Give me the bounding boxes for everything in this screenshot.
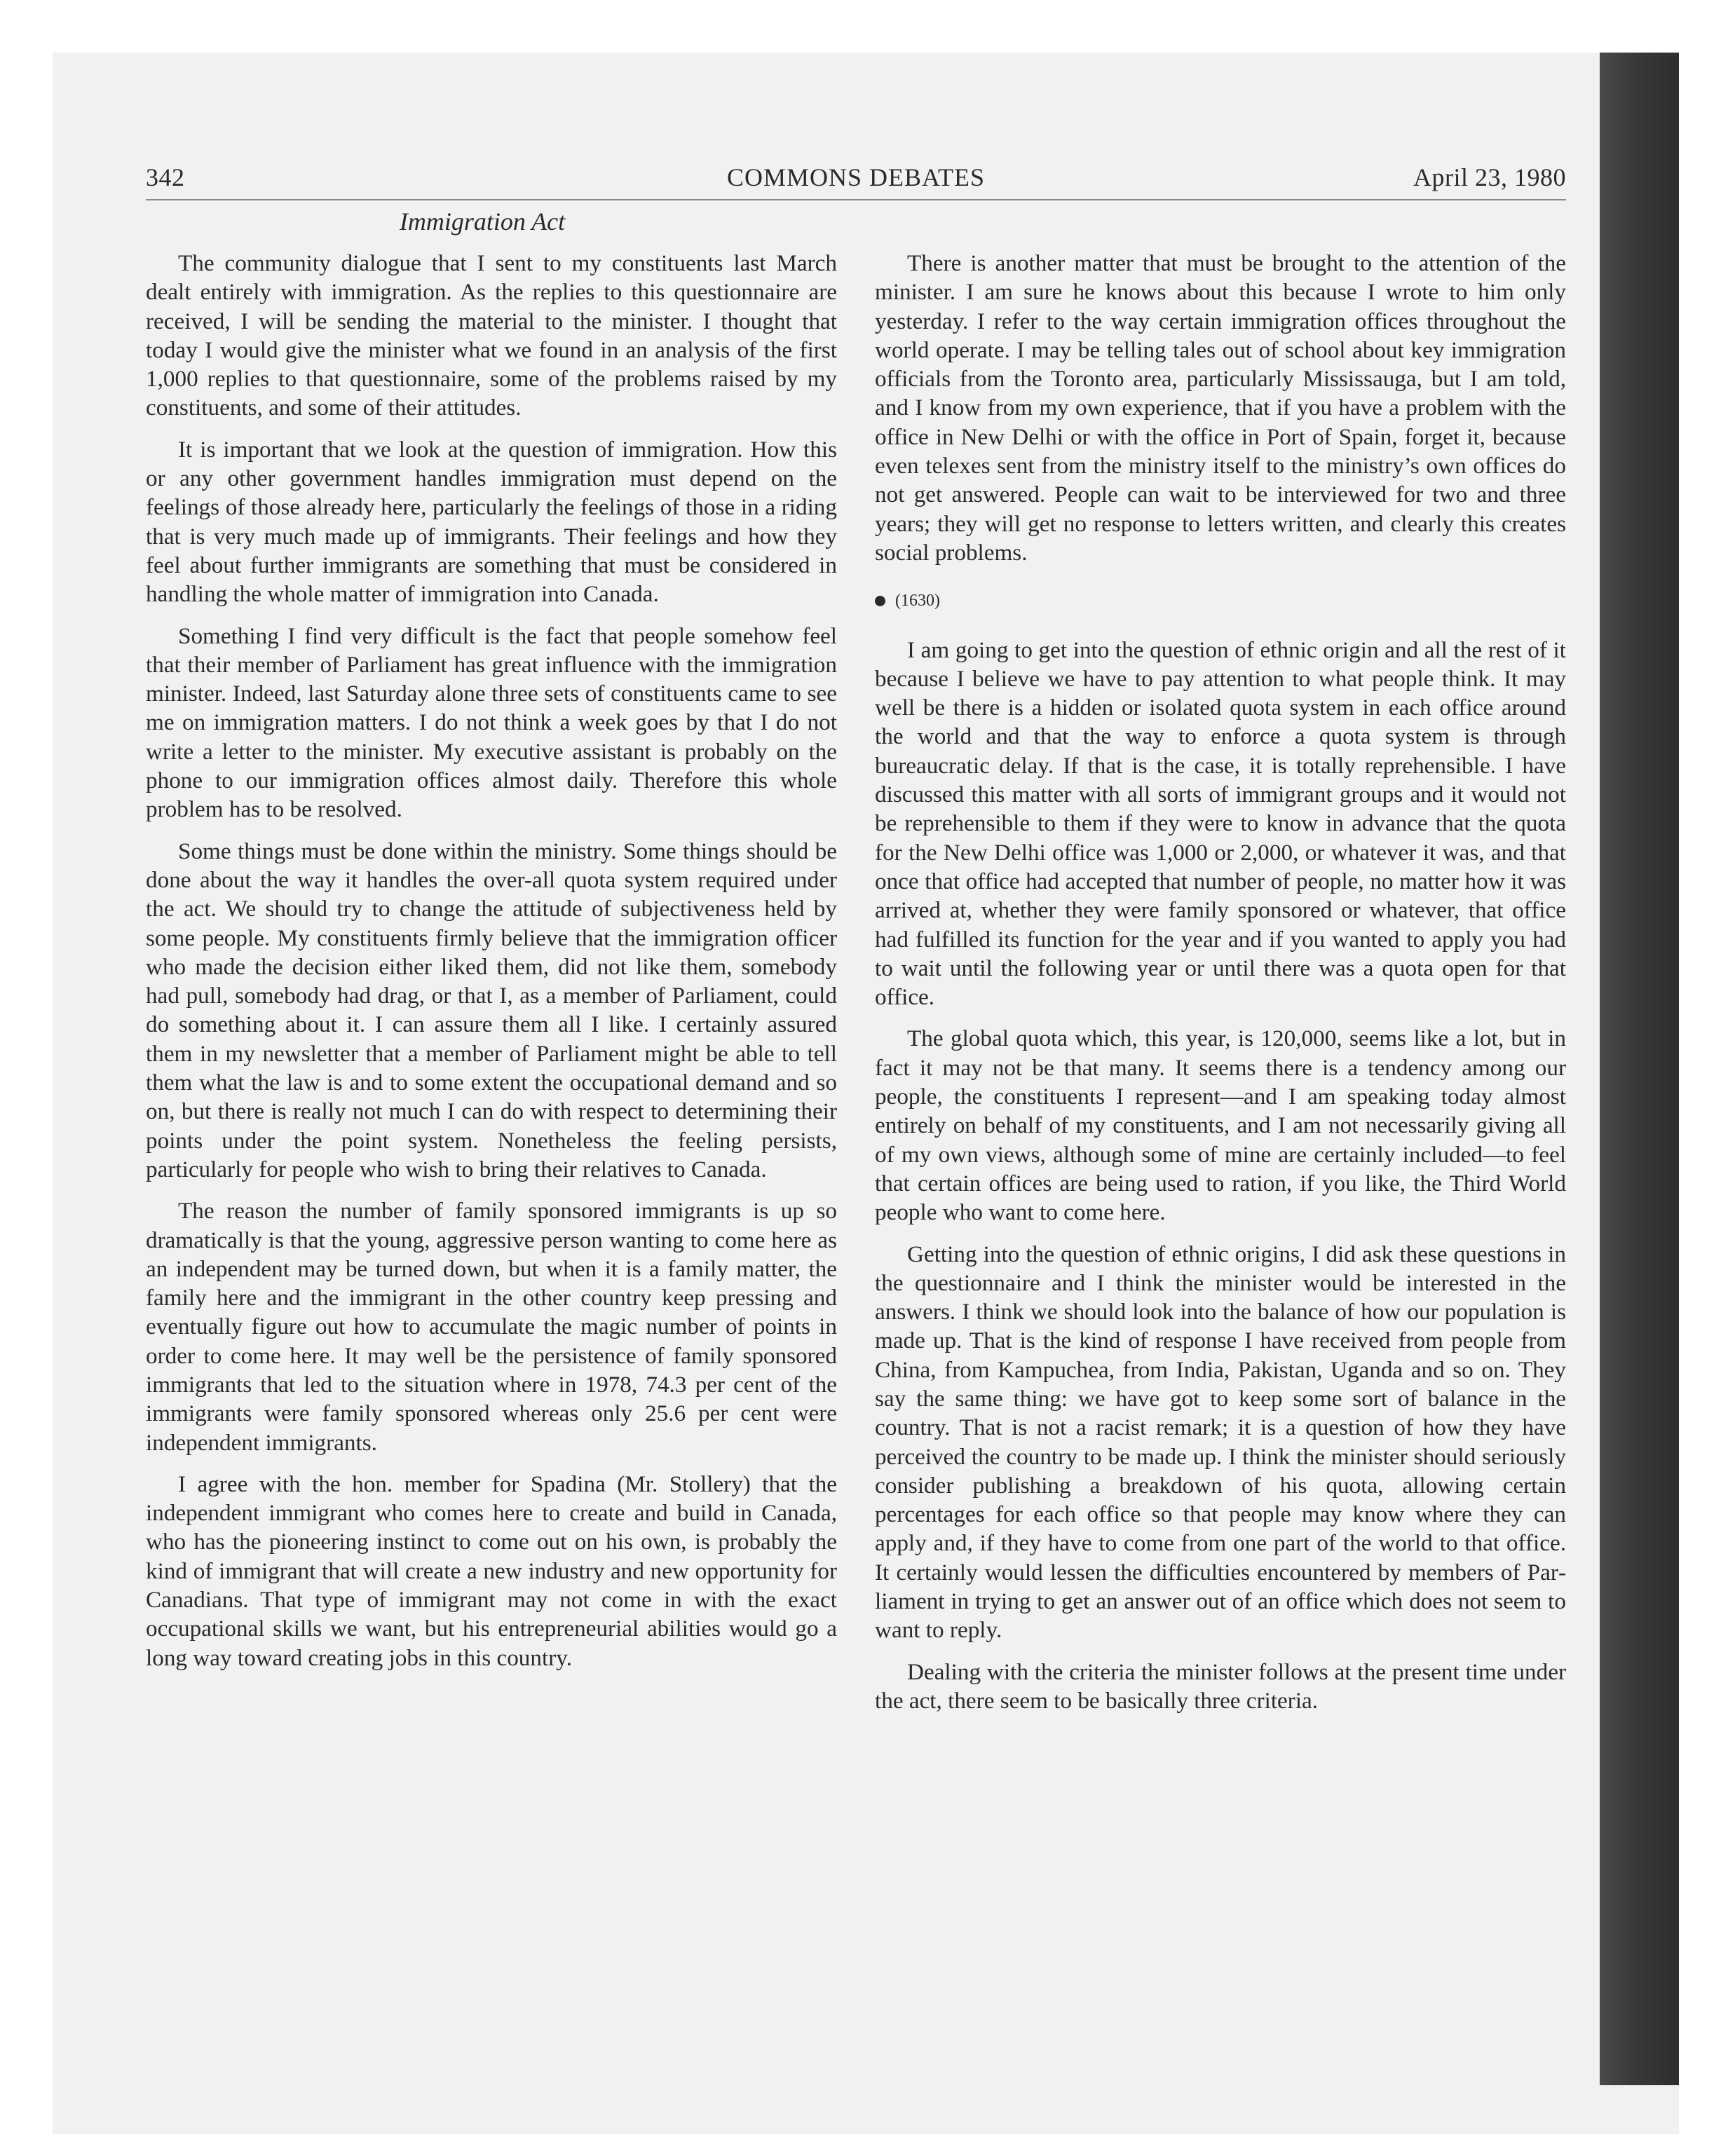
paragraph: There is another matter that must be brought to the attention of the minister. I am sure he knows about this because I wrote to him only yesterday. I refer to the way certain immigration offices throughout the world operate. I may be telling tales out of school about key immigration officials from the Toronto area, particularly Mississauga, but I am told, and I know from my own experience, that if you have a problem with the office in New Delhi or with the office in Port of Spain, forget it, because even telexes sent from the ministry itself to the ministry’s own offices do not get answered. People can wait to be interviewed for two and three years; they will get no response to letters written, and clearly this creates social problems. — [875, 250, 1566, 566]
paragraph: I agree with the hon. member for Spadina (Mr. Stollery) that the independent immigrant who comes here to create and build in Canada, who has the pioneering instinct to come out on his own, is probably the kind of immigrant that will create a new industry and new opportunity for Canadians. That type of immigrant may not come in with the exact occupational skills we want, but his entrepreneurial abilities would go a long way toward creating jobs in this country. — [146, 1471, 837, 1671]
page-number: 342 — [146, 163, 185, 191]
publication-title: COMMONS DEBATES — [726, 163, 986, 191]
bullet-icon — [875, 596, 885, 606]
paragraph: Some things must be done within the ministry. Some things should be done about the way it handles the over-all quota system required under the act. We should try to change the attitude of subjectiveness held by some people. My constituents firmly believe that the immigration officer who made the decision either liked them, did not like them, somebody had pull, somebody had drag, or that I, as a member of Parliament, could do something about it. I can assure them all I like. I certainly assured them in my newsletter that a member of Parliament might be able to tell them what the law is and to some extent the occupational demand and so on, but there is really not much I can do with respect to determining their points under the point system. Nonetheless the feeling persists, particularly for people who wish to bring their relatives to Canada. — [146, 838, 837, 1182]
page-header — [146, 163, 1566, 200]
paragraph: The reason the number of family sponsored immigrants is up so dramatically is that the young, aggressive person wanting to come here as an independent may be turned down, but when it is a family matter, the family here and the immigrant in the other country keep pressing and eventually figure out how to accumulate the magic number of points in order to come here. It may well be the persistence of family sponsored immigrants that led to the situation where in 1978, 74.3 per cent of the immigrants were family sponsored whereas only 25.6 per cent were independent immigrants. — [146, 1198, 837, 1456]
left-column — [146, 249, 837, 1685]
paragraph: The community dialogue that I sent to my constituents last March dealt entirely with immigration. As the replies to this questionnaire are received, I will be sending the material to the minister. I thought that today I would give the minister what we found in an analysis of the first 1,000 replies to that questionnaire, some of the problems raised by my constituents, and some of their attitudes. — [146, 250, 837, 421]
subject-heading: Immigration Act — [399, 207, 566, 236]
paragraph: Getting into the question of ethnic origins, I did ask these questions in the questionnaire and I think the minister would be interested in the answers. I think we should look into the balance of how our population is made up. That is the kind of response I have received from people from China, from Kampuchea, from India, Pakistan, Uganda and so on. They say the same thing: we have got to keep some sort of balance in the country. That is not a racist remark; it is a question of how they have perceived the country to be made up. I think the minister should seriously consider publishing a breakdown of his quota, allowing certain percentages for each office so that people may know where they can apply and, if they have to come from one part of the world to that office. It certainly would lessen the difficulties encountered by members of Parliament in trying to get an answer out of an office which does not seem to want to reply. — [875, 1241, 1566, 1644]
right-column — [875, 249, 1566, 1728]
scan-edge-shadow — [1600, 53, 1679, 2085]
paragraph: The global quota which, this year, is 120,000, seems like a lot, but in fact it may not be that many. It seems there is a tendency among our people, the constituents I represent—and I am speaking today almost entirely on behalf of my constituents, and I am not necessarily giving all of my own views, although some of mine are certainly included—to feel that certain offices are being used to ration, if you like, the Third World people who want to come here. — [875, 1025, 1566, 1226]
paragraph: I am going to get into the question of ethnic origin and all the rest of it because I believe we have to pay attention to what people think. It may well be there is a hidden or isolated quota system in each office around the world and that the way to enforce a quota system is through bureaucratic delay. If that is the case, it is totally reprehensible. I have discussed this matter with all sorts of immigrant groups and it would not be reprehensible to them if they were to know in advance that the quota for the New Delhi office was 1,000 or 2,000, or whatever it was, and that once that office had accepted that number of people, no matter how it was arrived at, whether they were family sponsored or whatever, that office had fulfilled its function for the year and if you wanted to apply you had to wait until the following year or until there was a quota open for that office. — [875, 636, 1566, 1011]
paragraph: Something I find very difficult is the fact that people somehow feel that their member of Parliament has great influence with the immigration minister. Indeed, last Saturday alone three sets of constituents came to see me on immigration matters. I do not think a week goes by that I do not write a letter to the minister. My executive assistant is probably on the phone to our immigration offices almost daily. Therefore this whole problem has to be resolved. — [146, 622, 837, 823]
time-marker — [875, 587, 1566, 615]
paragraph: It is important that we look at the question of immigration. How this or any other government handles immigration must depend on the feelings of those already here, particularly the feelings of those in a riding that is very much made up of immigrants. Their feelings and how they feel about further immigrants are something that must be considered in handling the whole matter of immigration into Canada. — [146, 436, 837, 608]
paragraph: Dealing with the criteria the minister follows at the present time under the act, there seem to be basically three criteria. — [875, 1658, 1566, 1714]
publication-date: April 23, 1980 — [1413, 163, 1566, 191]
time-marker-text: (1630) — [895, 592, 940, 610]
